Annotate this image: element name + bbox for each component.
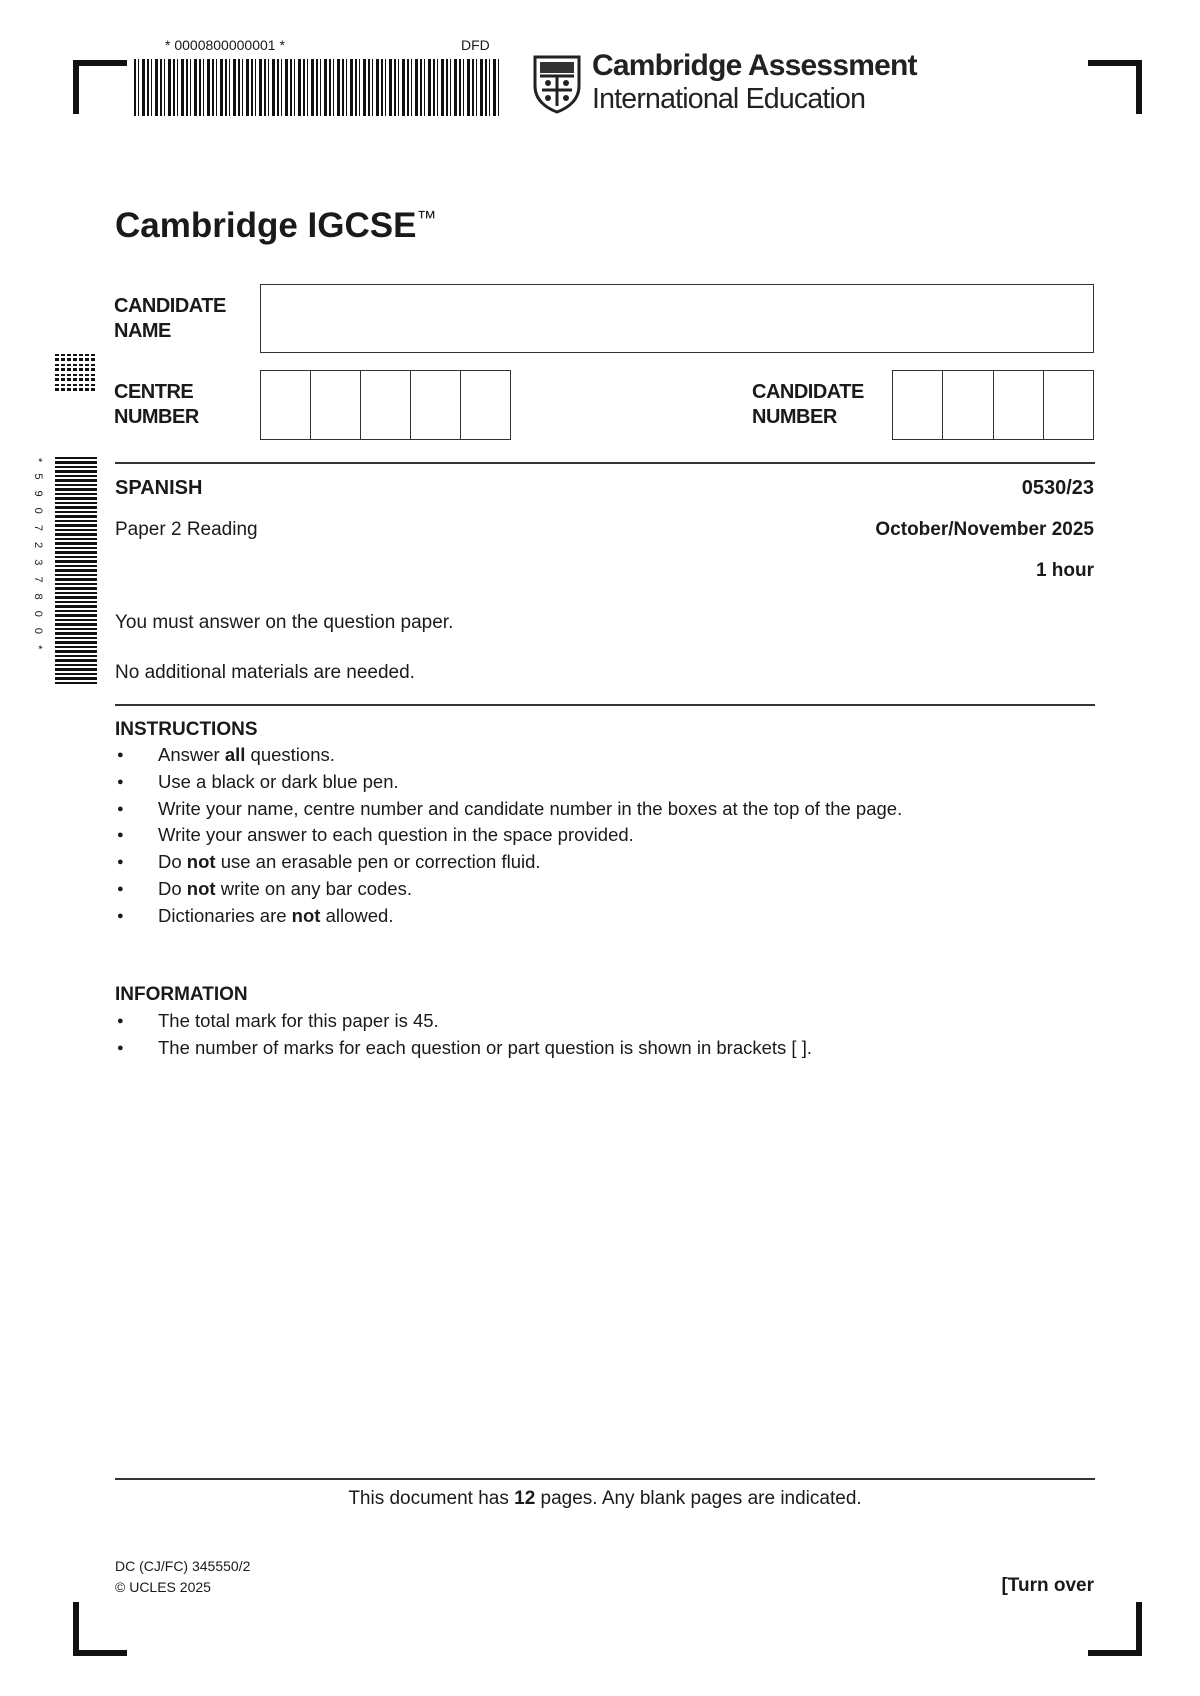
list-item	[115, 796, 1105, 823]
document-reference: DC (CJ/FC) 345550/2	[115, 1558, 251, 1574]
candidate-name-label	[114, 294, 226, 344]
exam-session: October/November 2025	[875, 519, 1094, 540]
digit-box[interactable]	[261, 371, 311, 439]
digit-box[interactable]	[311, 371, 361, 439]
barcode-code: DFD	[461, 37, 490, 53]
side-barcode	[55, 456, 97, 684]
barcode-number: * 0000800000001 *	[165, 37, 285, 53]
digit-box[interactable]	[893, 371, 943, 439]
page-title	[115, 206, 436, 246]
registration-mark-top-left	[73, 60, 127, 114]
digit-box[interactable]	[943, 371, 993, 439]
exam-duration: 1 hour	[1035, 560, 1094, 581]
header-barcode	[134, 59, 499, 116]
digit-box[interactable]	[411, 371, 461, 439]
note-materials: No additional materials are needed.	[115, 662, 415, 683]
list-item	[115, 903, 1105, 930]
item-text: Write your answer to each question in the space provided.	[158, 824, 634, 846]
item-text: Write your name, centre number and candidate number in the boxes at the top of the page.	[158, 797, 903, 819]
item-text: Dictionaries are	[158, 904, 292, 926]
label-line: NUMBER	[752, 406, 837, 428]
trademark-symbol: ™	[416, 207, 437, 230]
list-item	[115, 822, 1105, 849]
paper-name: Paper 2 Reading	[115, 519, 258, 540]
registration-mark-top-right	[1088, 60, 1142, 114]
divider	[115, 462, 1095, 464]
item-text: Do	[158, 851, 187, 873]
logo-line-1: Cambridge Assessment	[592, 49, 917, 82]
subject: SPANISH	[115, 477, 203, 499]
instructions-list	[115, 742, 1105, 930]
paper-code: 0530/23	[1021, 477, 1094, 499]
information-heading: INFORMATION	[115, 984, 248, 1005]
label-line: CENTRE	[114, 381, 194, 403]
digit-box[interactable]	[994, 371, 1044, 439]
instructions-heading: INSTRUCTIONS	[115, 719, 258, 740]
item-text: allowed.	[320, 904, 394, 926]
label-line: CANDIDATE	[114, 295, 226, 317]
item-text: questions.	[245, 744, 335, 765]
side-barcode-digits: * 5 9 0 7 2 3 7 8 0 0 *	[32, 458, 44, 654]
page-count-note	[115, 1488, 1095, 1510]
centre-number-label	[114, 380, 199, 430]
item-emphasis: not	[186, 877, 216, 899]
item-emphasis: not	[291, 904, 321, 926]
divider	[115, 704, 1095, 706]
turn-over: [Turn over	[1001, 1575, 1094, 1596]
label-line: NAME	[114, 320, 171, 342]
note-answer-on-paper: You must answer on the question paper.	[115, 612, 454, 633]
registration-mark-bottom-left	[73, 1602, 127, 1656]
candidate-name-field[interactable]	[260, 284, 1094, 353]
note-text: pages. Any blank pages are indicated.	[535, 1488, 862, 1509]
candidate-number-boxes[interactable]	[892, 370, 1094, 440]
item-text: Use a black or dark blue pen.	[158, 770, 399, 792]
qr-code	[55, 351, 95, 391]
digit-box[interactable]	[461, 371, 510, 439]
list-item	[115, 876, 1105, 903]
cambridge-crest-icon	[532, 54, 582, 114]
digit-box[interactable]	[1044, 371, 1093, 439]
centre-number-boxes[interactable]	[260, 370, 511, 440]
note-text: This document has	[348, 1488, 515, 1509]
label-line: CANDIDATE	[752, 381, 864, 403]
list-item	[115, 849, 1105, 876]
information-list	[115, 1008, 1105, 1062]
item-text: use an erasable pen or correction fluid.	[215, 851, 541, 873]
logo-line-2: International Education	[592, 83, 866, 115]
item-text: Do	[158, 877, 187, 899]
title-text: Cambridge IGCSE	[115, 206, 417, 245]
copyright: © UCLES 2025	[115, 1579, 211, 1595]
page-count: 12	[514, 1488, 536, 1509]
list-item: ● The number of marks for each question or part question is shown in brackets [ ].	[115, 1035, 1105, 1062]
item-emphasis: not	[186, 851, 216, 873]
registration-mark-bottom-right	[1088, 1602, 1142, 1656]
list-item	[115, 742, 1105, 769]
digit-box[interactable]	[361, 371, 411, 439]
list-item	[115, 769, 1105, 796]
item-text: write on any bar codes.	[215, 877, 412, 899]
item-emphasis: all	[224, 744, 246, 765]
candidate-number-label	[752, 380, 864, 430]
list-item: ● The total mark for this paper is 45.	[115, 1008, 1105, 1035]
item-text: Answer	[158, 744, 225, 765]
label-line: NUMBER	[114, 406, 199, 428]
divider	[115, 1478, 1095, 1480]
